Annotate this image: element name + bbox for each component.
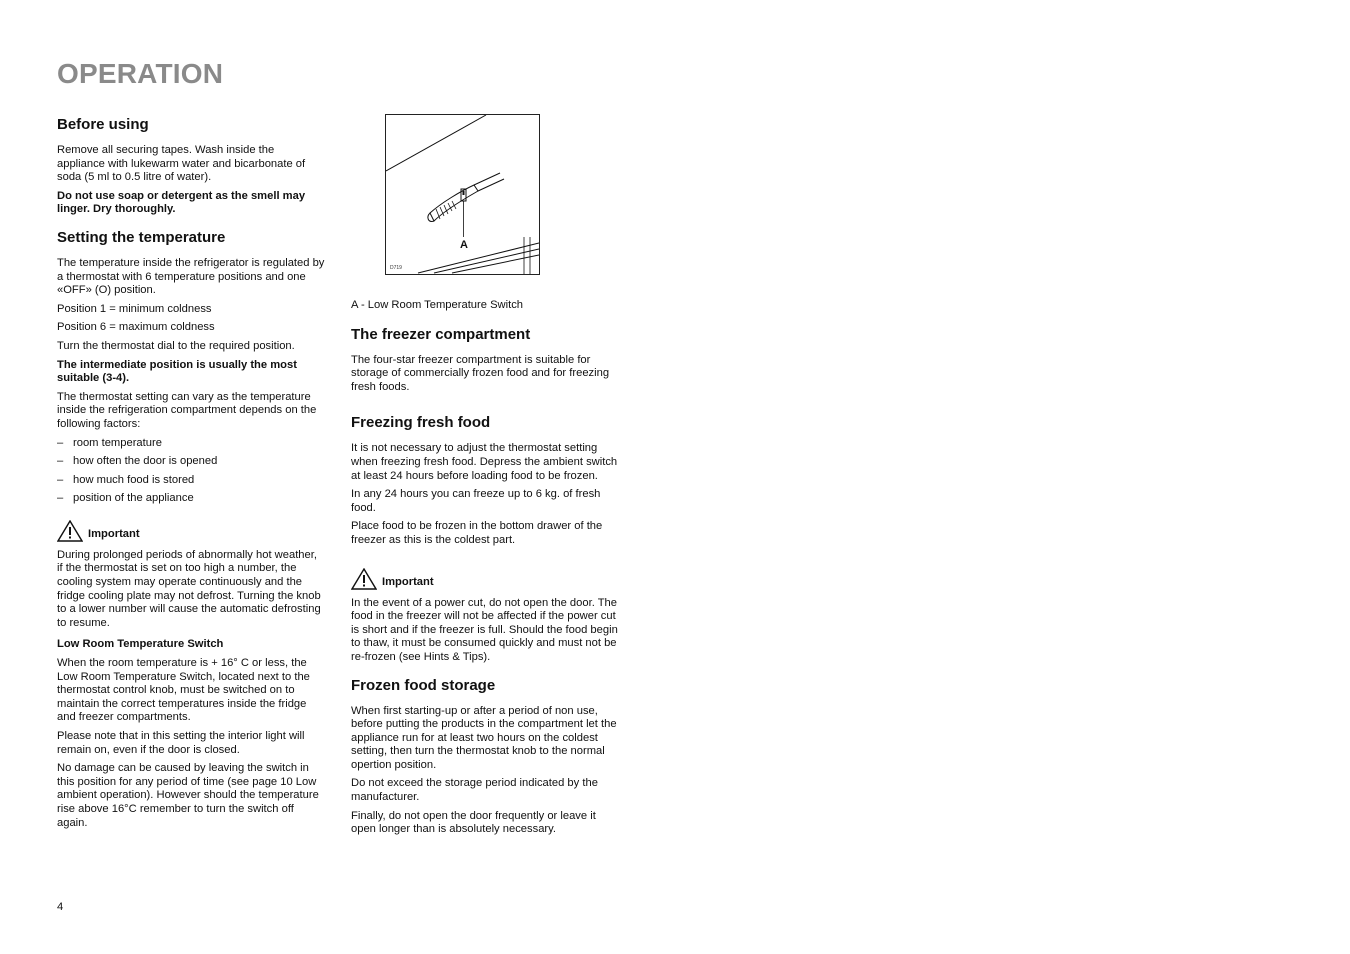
setting-text-6: The thermostat setting can vary as the temperature inside the refrigeration compartment depends on the following factors: xyxy=(57,390,317,430)
setting-text-1: The temperature inside the refrigerator is regulated by a thermostat with 6 temperature positions and one «OFF» (O) position. xyxy=(57,256,325,297)
setting-text-3: Position 6 = maximum coldness xyxy=(57,321,215,334)
storage-heading: Frozen food storage xyxy=(351,676,496,694)
figure-caption: A - Low Room Temperature Switch xyxy=(351,299,524,311)
setting-temperature-heading: Setting the temperature xyxy=(57,228,226,246)
freezing-text-3: Place food to be frozen in the bottom drawer of the freezer as this is the coldest part. xyxy=(351,520,603,546)
left-column xyxy=(57,116,325,835)
low-room-section xyxy=(57,638,325,830)
right-column xyxy=(351,299,619,842)
figure-code: D719 xyxy=(390,265,402,271)
low-room-text-3: No damage can be caused by leaving the switch in this position for any period of time (see page 10 Low ambient operation). However should the temperature rise above 16°C remember to turn the switch off again. xyxy=(57,762,319,829)
important-header xyxy=(57,520,325,542)
before-using-text: Remove all securing tapes. Wash inside the appliance with lukewarm water and bicarbonate of soda (5 ml to 0.5 litre of water). xyxy=(57,144,306,184)
storage-text-1: When first starting-up or after a period of non use, before putting the products in the compartment let the appliance run for at least two hours on the coldest setting, then turn the thermostat knob to the normal opertion position. xyxy=(351,704,617,771)
switch-illustration xyxy=(385,114,540,275)
freezing-heading: Freezing fresh food xyxy=(351,414,491,432)
list-item xyxy=(57,437,325,451)
storage-text-2: Do not exceed the storage period indicated by the manufacturer. xyxy=(351,777,598,804)
factor-text: room temperature xyxy=(73,436,162,449)
storage-section xyxy=(351,677,619,837)
dash-marker: – xyxy=(57,492,64,505)
setting-text-4: Turn the thermostat dial to the required position. xyxy=(57,339,295,352)
dash-marker: – xyxy=(57,455,64,468)
setting-temperature-section xyxy=(57,229,325,506)
freezing-text-2: In any 24 hours you can freeze up to 6 kg. of fresh food. xyxy=(351,488,601,514)
low-room-text-2: Please note that in this setting the interior light will remain on, even if the door is closed. xyxy=(57,730,305,756)
low-room-text-1: When the room temperature is + 16° C or less, the Low Room Temperature Switch, located next to the thermostat control knob, must be switched on to maintain the correct temperatures inside the fridge and freezer compartments. xyxy=(57,657,310,724)
dash-marker: – xyxy=(57,473,64,486)
low-room-subheading: Low Room Temperature Switch xyxy=(57,638,224,651)
factor-text: position of the appliance xyxy=(73,492,194,505)
important-label: Important xyxy=(88,528,140,541)
storage-text-3: Finally, do not open the door frequently or leave it open longer than is absolutely necessary. xyxy=(351,809,596,836)
factor-text: how much food is stored xyxy=(73,473,195,486)
freezer-heading: The freezer compartment xyxy=(351,325,531,343)
warning-icon xyxy=(57,520,83,542)
important-section-left xyxy=(57,520,325,631)
freezer-text: The four-star freezer compartment is suitable for storage of commercially frozen food and for freezing fresh foods. xyxy=(351,353,610,393)
factor-text: how often the door is opened xyxy=(73,455,218,468)
warning-icon xyxy=(351,568,377,590)
figure-label: A xyxy=(460,239,468,251)
setting-text-2: Position 1 = minimum coldness xyxy=(57,302,212,315)
dash-marker: – xyxy=(57,436,64,449)
freezer-section xyxy=(351,326,619,395)
factors-list xyxy=(57,437,325,506)
list-item xyxy=(57,474,325,488)
list-item xyxy=(57,492,325,506)
freezing-section xyxy=(351,414,619,547)
important-section-right xyxy=(351,568,619,665)
list-item xyxy=(57,455,325,469)
before-using-section xyxy=(57,116,325,217)
setting-text-5: The intermediate position is usually the most suitable (3-4). xyxy=(57,358,297,385)
important-header xyxy=(351,568,619,590)
important-text: During prolonged periods of abnormally hot weather, if the thermostat is set on too high a number, the cooling system may operate continuously and the fridge cooling plate may not defrost. Turning the knob to a lower number will cause the automatic defrosting to resume. xyxy=(57,548,321,629)
page-title: OPERATION xyxy=(57,58,224,89)
page-number: 4 xyxy=(57,901,64,913)
before-using-heading: Before using xyxy=(57,116,149,133)
important-label: Important xyxy=(382,575,434,588)
freezing-text-1: It is not necessary to adjust the thermostat setting when freezing fresh food. Depress the ambient switch at least 24 hours before loading food to be frozen. xyxy=(351,442,618,482)
important-text: In the event of a power cut, do not open the door. The food in the freezer will not be affected if the power cut is short and if the freezer is full. Should the food begin to thaw, it must be consumed quickly and must not be re-frozen (see Hints & Tips). xyxy=(351,596,618,663)
before-using-warning: Do not use soap or detergent as the smell may linger. Dry thoroughly. xyxy=(57,189,306,216)
